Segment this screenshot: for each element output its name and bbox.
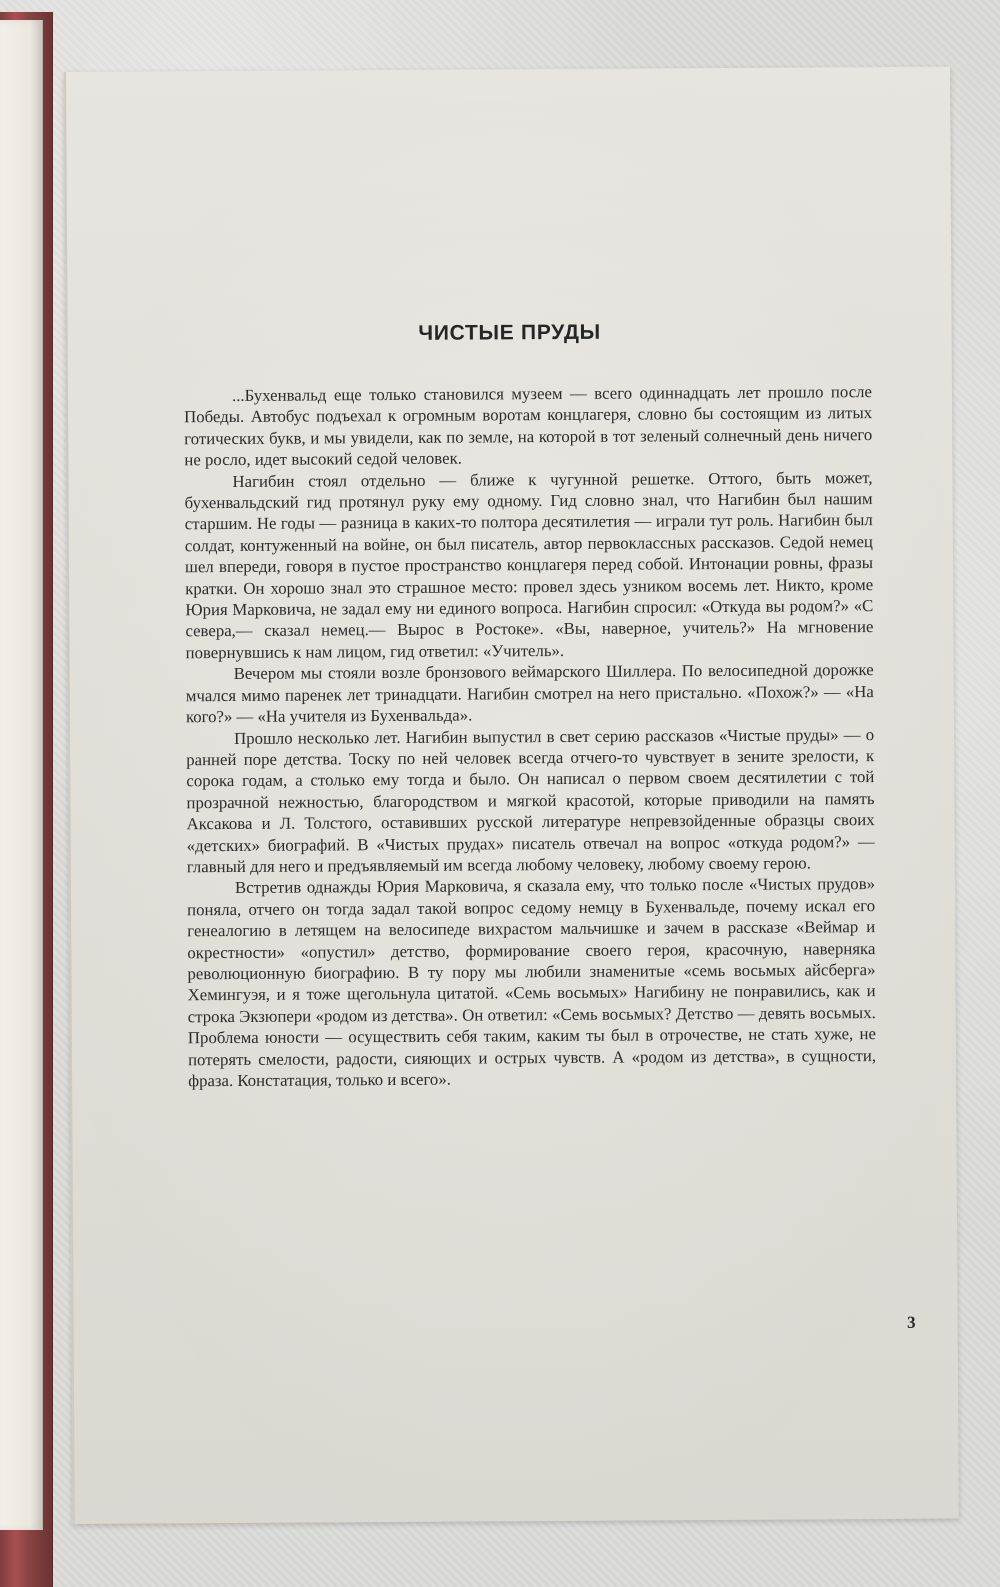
paragraph-4: Прошло несколько лет. Нагибин выпустил в свет серию рассказов «Чистые пруды» — о ранней поре детства. Тоску по ней человек всегда отчего-то чувствует в зените зрелости, к сорока годам, а столько ему тогда и было. Он написал о первом своем десятилетии с той прозрачной нежностью, благородством и мягкой красотой, которые приводили на память Аксакова и Л. Толстого, оставивших русской литературе непревзойденные образцы своих «детских» биографий. В «Чистых прудах» писатель отвечал на вопрос «откуда родом?» — главный для него и предъявляемый им всегда любому человеку, любому своему герою. (186, 724, 875, 877)
left-page-edge (0, 20, 43, 1530)
main-text-block (184, 381, 876, 1092)
paragraph-1: ...Бухенвальд еще только становился музеем — всего одиннадцать лет прошло после Победы. Автобус подъехал к огромным воротам концлагеря, словно бы состоящим из литых готических букв, и мы увидели, как по земле, на которой в тот зеленый солнечный день ничего не росло, идет высокий седой человек. (184, 382, 873, 470)
book-page (64, 67, 959, 1524)
page-number: 3 (907, 1312, 916, 1332)
page-title: ЧИСТЫЕ ПРУДЫ (418, 320, 601, 345)
paragraph-5: Встретив однажды Юрия Марковича, я сказала ему, что только после «Чистых прудов» поняла, отчего он тогда задал такой вопрос седому немцу в Бухенвальде, почему искал его генеалогию в летящем на велосипеде вихрастом мальчишке и зачем в рассказе «Веймар и окрестности» «опустил» детство, формирование своего героя, красочную, наверняка революционную биографию. В ту пору мы любили знаменитые «семь восьмых айсберга» Хемингуэя, и я тоже щегольнула цитатой. «Семь восьмых» Нагибину не понравились, как и строка Экзюпери «родом из детства». Он ответил: «Семь восьмых? Детство — девять восьмых. Проблема юности — осуществить себя таким, каким ты был в отрочестве, не стать хуже, не потерять смелости, радости, сияющих и острых чувств. А «родом из детства», в сущности, фраза. Констатация, только и всего». (187, 874, 877, 1091)
paragraph-2: Нагибин стоял отдельно — ближе к чугунной решетке. Оттого, быть может, бухенвальдский гид протянул руку ему одному. Гид словно знал, что Нагибин был нашим старшим. Не годы — разница в каких-то полтора десятилетия — играли тут роль. Нагибин был солдат, контуженный на войне, он был писатель, автор первоклассных рассказов. Седой немец шел впереди, говоря в пустое пространство концлагеря перед собой. Интонации ровны, фразы кратки. Он хорошо знал это страшное место: провел здесь узником восемь лет. Никто, кроме Юрия Марковича, не задал ему ни единого вопроса. Нагибин спросил: «Откуда вы родом?» «С севера,— сказал немец.— Вырос в Ростоке». «Вы, наверное, учитель?» На мгновение повернувшись к нам лицом, гид ответил: «Учитель». (184, 467, 874, 663)
paragraph-3: Вечером мы стояли возле бронзового веймарского Шиллера. По велосипедной дорожке мчался мимо паренек лет тринадцати. Нагибин смотрел на него пристально. «Похож?» — «На кого?» — «На учителя из Бухенвальда». (185, 660, 874, 727)
